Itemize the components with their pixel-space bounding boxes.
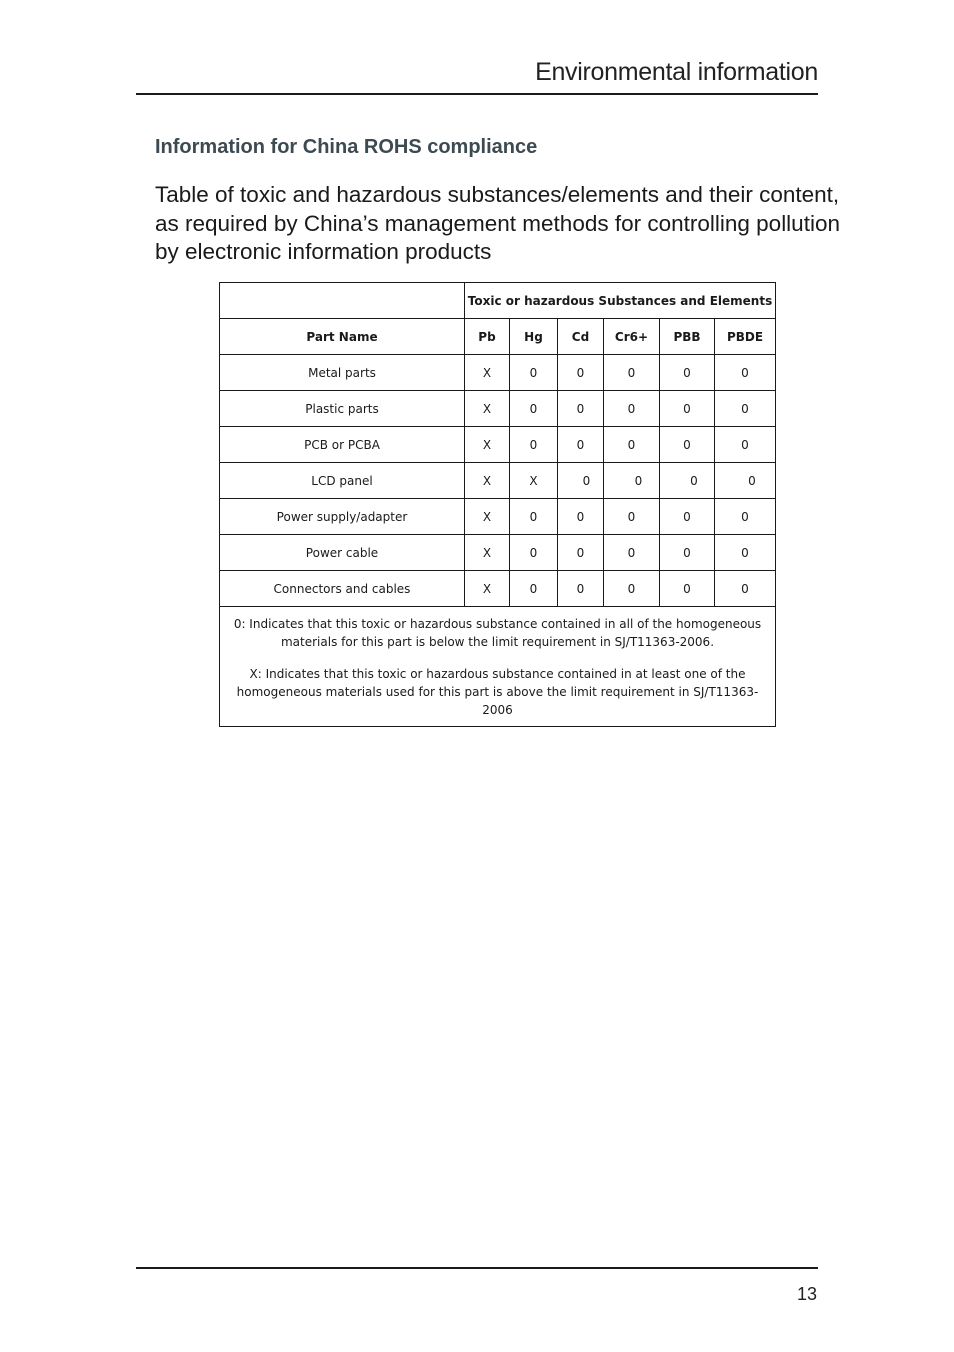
value-cell: X — [465, 391, 510, 427]
value-cell: 0 — [558, 355, 604, 391]
part-name-cell: LCD panel — [220, 463, 465, 499]
part-name-cell: Power cable — [220, 535, 465, 571]
table-group-header-row — [220, 283, 776, 319]
value-cell: 0 — [715, 571, 776, 607]
value-cell: 0 — [660, 499, 715, 535]
table-row — [220, 391, 776, 427]
value-cell: 0 — [510, 391, 558, 427]
value-cell: 0 — [715, 355, 776, 391]
value-cell: 0 — [604, 463, 660, 499]
value-cell: 0 — [604, 355, 660, 391]
part-name-cell: Power supply/adapter — [220, 499, 465, 535]
table-column-header-row — [220, 319, 776, 355]
table-row — [220, 499, 776, 535]
value-cell: 0 — [715, 535, 776, 571]
rohs-substance-table — [219, 282, 776, 727]
value-cell: X — [465, 499, 510, 535]
part-name-header: Part Name — [220, 319, 465, 355]
table-corner-cell — [220, 283, 465, 319]
section-heading: Information for China ROHS compliance — [155, 136, 538, 158]
value-cell: 0 — [558, 427, 604, 463]
value-cell: X — [465, 571, 510, 607]
value-cell: 0 — [604, 499, 660, 535]
header-rule — [136, 93, 818, 95]
column-header-pbde: PBDE — [715, 319, 776, 355]
value-cell: 0 — [660, 391, 715, 427]
value-cell: 0 — [715, 427, 776, 463]
table-row — [220, 355, 776, 391]
page-number: 13 — [796, 1284, 817, 1304]
part-name-cell: Metal parts — [220, 355, 465, 391]
table-row — [220, 463, 776, 499]
intro-paragraph — [155, 181, 840, 267]
value-cell: X — [465, 535, 510, 571]
value-cell: 0 — [715, 391, 776, 427]
value-cell: 0 — [715, 499, 776, 535]
intro-line: by electronic information products — [155, 239, 492, 265]
value-cell: 0 — [558, 391, 604, 427]
column-header-pb: Pb — [465, 319, 510, 355]
value-cell: 0 — [558, 535, 604, 571]
substances-group-header: Toxic or hazardous Substances and Elements — [465, 283, 776, 319]
table-notes-row — [220, 607, 776, 727]
value-cell: 0 — [558, 499, 604, 535]
column-header-hg: Hg — [510, 319, 558, 355]
table-row — [220, 535, 776, 571]
footer-rule — [136, 1267, 818, 1269]
note-x-meaning: X: Indicates that this toxic or hazardous substance contained in at least one of the homogeneous materials used for this part is above the limit requirement in SJ/T11363-2006 — [236, 667, 759, 717]
value-cell: 0 — [510, 535, 558, 571]
note-zero-meaning: 0: Indicates that this toxic or hazardous substance contained in all of the homogeneous materials for this part is below the limit requirement in SJ/T11363-2006. — [233, 617, 762, 649]
value-cell: 0 — [558, 463, 604, 499]
value-cell: 0 — [660, 355, 715, 391]
value-cell: 0 — [604, 571, 660, 607]
value-cell: 0 — [604, 391, 660, 427]
part-name-cell: Plastic parts — [220, 391, 465, 427]
table-notes-cell — [220, 607, 776, 727]
value-cell: 0 — [604, 427, 660, 463]
value-cell: X — [465, 427, 510, 463]
value-cell: 0 — [715, 463, 776, 499]
column-header-cd: Cd — [558, 319, 604, 355]
table-row — [220, 427, 776, 463]
column-header-pbb: PBB — [660, 319, 715, 355]
value-cell: X — [510, 463, 558, 499]
table-row — [220, 571, 776, 607]
column-header-cr6: Cr6+ — [604, 319, 660, 355]
value-cell: 0 — [660, 535, 715, 571]
part-name-cell: PCB or PCBA — [220, 427, 465, 463]
value-cell: X — [465, 463, 510, 499]
value-cell: 0 — [558, 571, 604, 607]
value-cell: 0 — [510, 355, 558, 391]
value-cell: 0 — [660, 463, 715, 499]
value-cell: 0 — [604, 535, 660, 571]
value-cell: 0 — [510, 427, 558, 463]
value-cell: 0 — [510, 499, 558, 535]
value-cell: 0 — [510, 571, 558, 607]
part-name-cell: Connectors and cables — [220, 571, 465, 607]
intro-line: as required by China’s management methods for controlling pollution — [155, 210, 840, 236]
value-cell: X — [465, 355, 510, 391]
intro-line: Table of toxic and hazardous substances/elements and their content, — [155, 182, 840, 207]
value-cell: 0 — [660, 427, 715, 463]
value-cell: 0 — [660, 571, 715, 607]
page-header-title: Environmental information — [535, 58, 818, 86]
